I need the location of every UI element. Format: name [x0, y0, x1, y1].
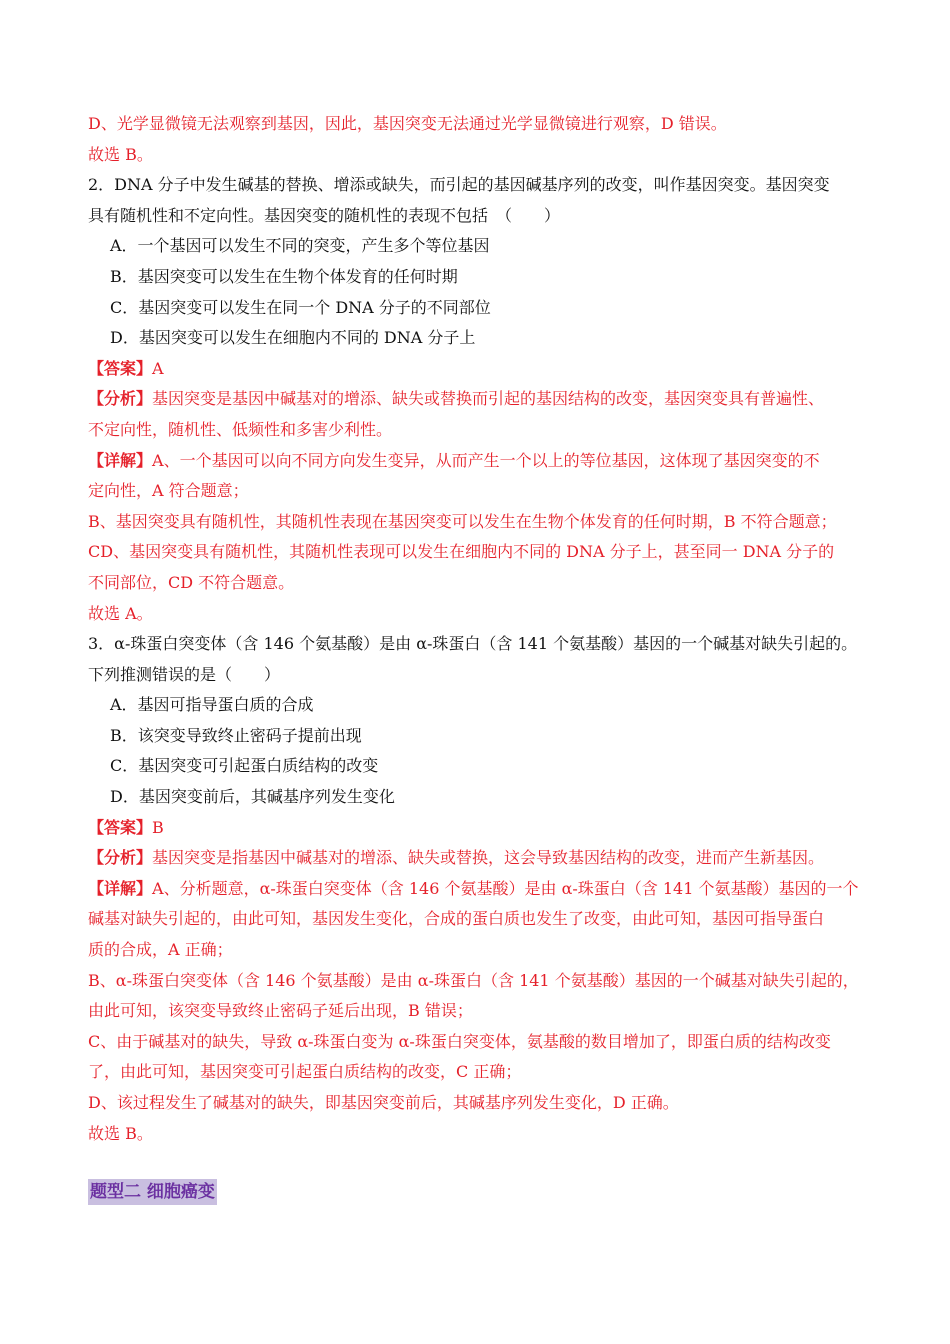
q3-option-b: B．该突变导致终止密码子提前出现: [110, 725, 362, 745]
q3-option-c: C．基因突变可引起蛋白质结构的改变: [110, 756, 379, 776]
q3-detail-line-2: 碱基对缺失引起的，由此可知，基因发生变化，合成的蛋白质也发生了改变，由此可知，基因可指导蛋白: [88, 909, 825, 929]
q2-choice: 故选 A。: [88, 603, 153, 623]
prev-choice: 故选 B。: [88, 144, 153, 164]
q2-option-c: C．基因突变可以发生在同一个 DNA 分子的不同部位: [110, 297, 491, 317]
detail-tag: 【详解】: [88, 878, 153, 898]
answer-tag: 【答案】: [88, 817, 153, 837]
q2-analysis-line-2: 不定向性，随机性、低频性和多害少利性。: [88, 419, 393, 439]
q2-option-b: B．基因突变可以发生在生物个体发育的任何时期: [110, 266, 458, 286]
analysis-text: 基因突变是基因中碱基对的增添、缺失或替换而引起的基因结构的改变，基因突变具有普遍性、: [152, 389, 825, 409]
document-page: [88, 109, 868, 1208]
section-heading: [88, 1177, 868, 1208]
detail-tag: 【详解】: [88, 450, 153, 470]
answer-tag: 【答案】: [88, 358, 153, 378]
q2-option-d: D．基因突变可以发生在细胞内不同的 DNA 分子上: [110, 328, 476, 348]
q2-detail-line-5: 不同部位，CD 不符合题意。: [88, 572, 295, 592]
q2-stem-line-1: 2．DNA 分子中发生碱基的替换、增添或缺失，而引起的基因碱基序列的改变，叫作基因突变。基因突变: [88, 175, 830, 195]
answer-value: A: [152, 358, 164, 378]
analysis-tag: 【分析】: [88, 389, 153, 409]
detail-text: A、分析题意，α-珠蛋白突变体（含 146 个氨基酸）是由 α-珠蛋白（含 141 个氨基酸）基因的一个: [152, 878, 859, 898]
detail-text: A、一个基因可以向不同方向发生变异，从而产生一个以上的等位基因，这体现了基因突变的不: [152, 450, 820, 470]
q2-detail-line-3: B、基因突变具有随机性，其随机性表现在基因突变可以发生在生物个体发育的任何时期，B 不符合题意；: [88, 511, 837, 531]
q2-analysis-line-1: [88, 384, 868, 415]
answer-value: B: [152, 817, 164, 837]
q3-detail-line-6: C、由于碱基对的缺失，导致 α-珠蛋白变为 α-珠蛋白突变体，氨基酸的数目增加了，即蛋白质的结构改变: [88, 1031, 831, 1051]
q2-stem-line-2: 具有随机性和不定向性。基因突变的随机性的表现不包括 （ ）: [88, 205, 561, 225]
q3-stem-line-1: 3．α-珠蛋白突变体（含 146 个氨基酸）是由 α-珠蛋白（含 141 个氨基酸）基因的一个碱基对缺失引起的。: [88, 634, 858, 654]
q3-option-a: A．基因可指导蛋白质的合成: [110, 695, 314, 715]
q3-option-d: D．基因突变前后，其碱基序列发生变化: [110, 787, 395, 807]
q2-option-a: A．一个基因可以发生不同的突变，产生多个等位基因: [110, 236, 490, 256]
q2-detail-line-2: 定向性，A 符合题意；: [88, 481, 249, 501]
q3-detail-line-7: 了，由此可知，基因突变可引起蛋白质结构的改变，C 正确；: [88, 1062, 522, 1082]
q3-answer: [88, 813, 868, 844]
q3-analysis-line-1: [88, 843, 868, 874]
q3-detail-line-3: 质的合成，A 正确；: [88, 940, 233, 960]
q3-detail-line-5: 由此可知，该突变导致终止密码子延后出现，B 错误；: [88, 1001, 473, 1021]
analysis-text: 基因突变是指基因中碱基对的增添、缺失或替换，这会导致基因结构的改变，进而产生新基因。: [152, 848, 825, 868]
q3-stem-line-2: 下列推测错误的是（ ）: [88, 664, 281, 684]
q2-detail-line-1: [88, 446, 868, 477]
q2-detail-line-4: CD、基因突变具有随机性，其随机性表现可以发生在细胞内不同的 DNA 分子上，甚至同一 DNA 分子的: [88, 542, 835, 562]
section-title: 题型二 细胞癌变: [88, 1179, 217, 1205]
prev-detail-d: D、光学显微镜无法观察到基因，因此，基因突变无法通过光学显微镜进行观察，D 错误。: [88, 114, 727, 133]
q3-choice: 故选 B。: [88, 1123, 153, 1143]
section-spacer: [88, 1149, 868, 1177]
analysis-tag: 【分析】: [88, 848, 153, 868]
q3-detail-line-4: B、α-珠蛋白突变体（含 146 个氨基酸）是由 α-珠蛋白（含 141 个氨基酸）基因的一个碱基对缺失引起的，: [88, 970, 859, 990]
q2-answer: [88, 354, 868, 385]
q3-detail-line-1: [88, 874, 868, 905]
q3-detail-line-8: D、该过程发生了碱基对的缺失，即基因突变前后，其碱基序列发生变化，D 正确。: [88, 1093, 679, 1112]
